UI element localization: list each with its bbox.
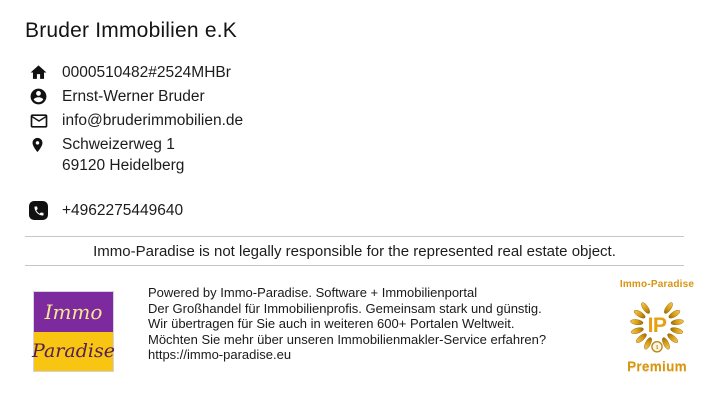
address-text — [62, 134, 184, 176]
address-street: Schweizerweg 1 — [62, 136, 175, 153]
contact-row-email — [29, 110, 243, 131]
disclaimer-band — [25, 236, 684, 266]
contact-list — [29, 62, 243, 224]
badge-monogram-text: IP — [647, 314, 667, 338]
email-link[interactable]: info@bruderimmobilien.de — [62, 112, 244, 129]
home-icon — [29, 62, 51, 83]
logo-bottom-half — [34, 332, 113, 372]
footer-info-text — [148, 285, 546, 363]
logo-word-paradise: Paradise — [32, 340, 115, 363]
badge-brand-text: Immo-Paradise — [619, 279, 695, 290]
laurel-wreath-icon — [624, 293, 690, 357]
footer-line-service: Möchten Sie mehr über unseren Immobilienmakler-Service erfahren? — [148, 331, 547, 347]
logo-word-immo: Immo — [44, 299, 103, 324]
footer-url-link[interactable]: https://immo-paradise.eu — [148, 347, 292, 363]
contact-row-address — [29, 134, 243, 176]
immo-paradise-logo — [33, 291, 114, 372]
mail-icon — [29, 110, 51, 131]
footer-line-wholesale: Der Großhandel für Immobilienprofis. Gemeinsam stark und günstig. — [148, 300, 542, 316]
contact-row-object-id — [29, 62, 243, 83]
address-city: 69120 Heidelberg — [62, 157, 185, 174]
page-title: Bruder Immobilien e.K — [25, 19, 237, 42]
location-pin-icon — [29, 134, 51, 155]
footer-line-powered: Powered by Immo-Paradise. Software + Immobilienportal — [148, 285, 478, 300]
agent-name-text: Ernst-Werner Bruder — [62, 88, 205, 105]
disclaimer-text: Immo-Paradise is not legally responsible for the represented real estate object. — [93, 242, 616, 260]
phone-icon — [29, 200, 51, 221]
logo-top-half — [34, 292, 113, 332]
footer-line-portals: Wir übertragen für Sie auch in weiteren 600+ Portalen Weltweit. — [148, 316, 515, 332]
contact-row-phone — [29, 200, 243, 221]
premium-badge — [608, 279, 706, 374]
object-id-text: 0000510482#2524MHBr — [62, 64, 231, 81]
badge-medal-number: 1 — [655, 345, 659, 351]
badge-premium-label: Premium — [627, 359, 687, 374]
person-icon — [29, 86, 51, 107]
contact-row-agent-name — [29, 86, 243, 107]
phone-number-text[interactable]: +4962275449640 — [62, 202, 184, 219]
